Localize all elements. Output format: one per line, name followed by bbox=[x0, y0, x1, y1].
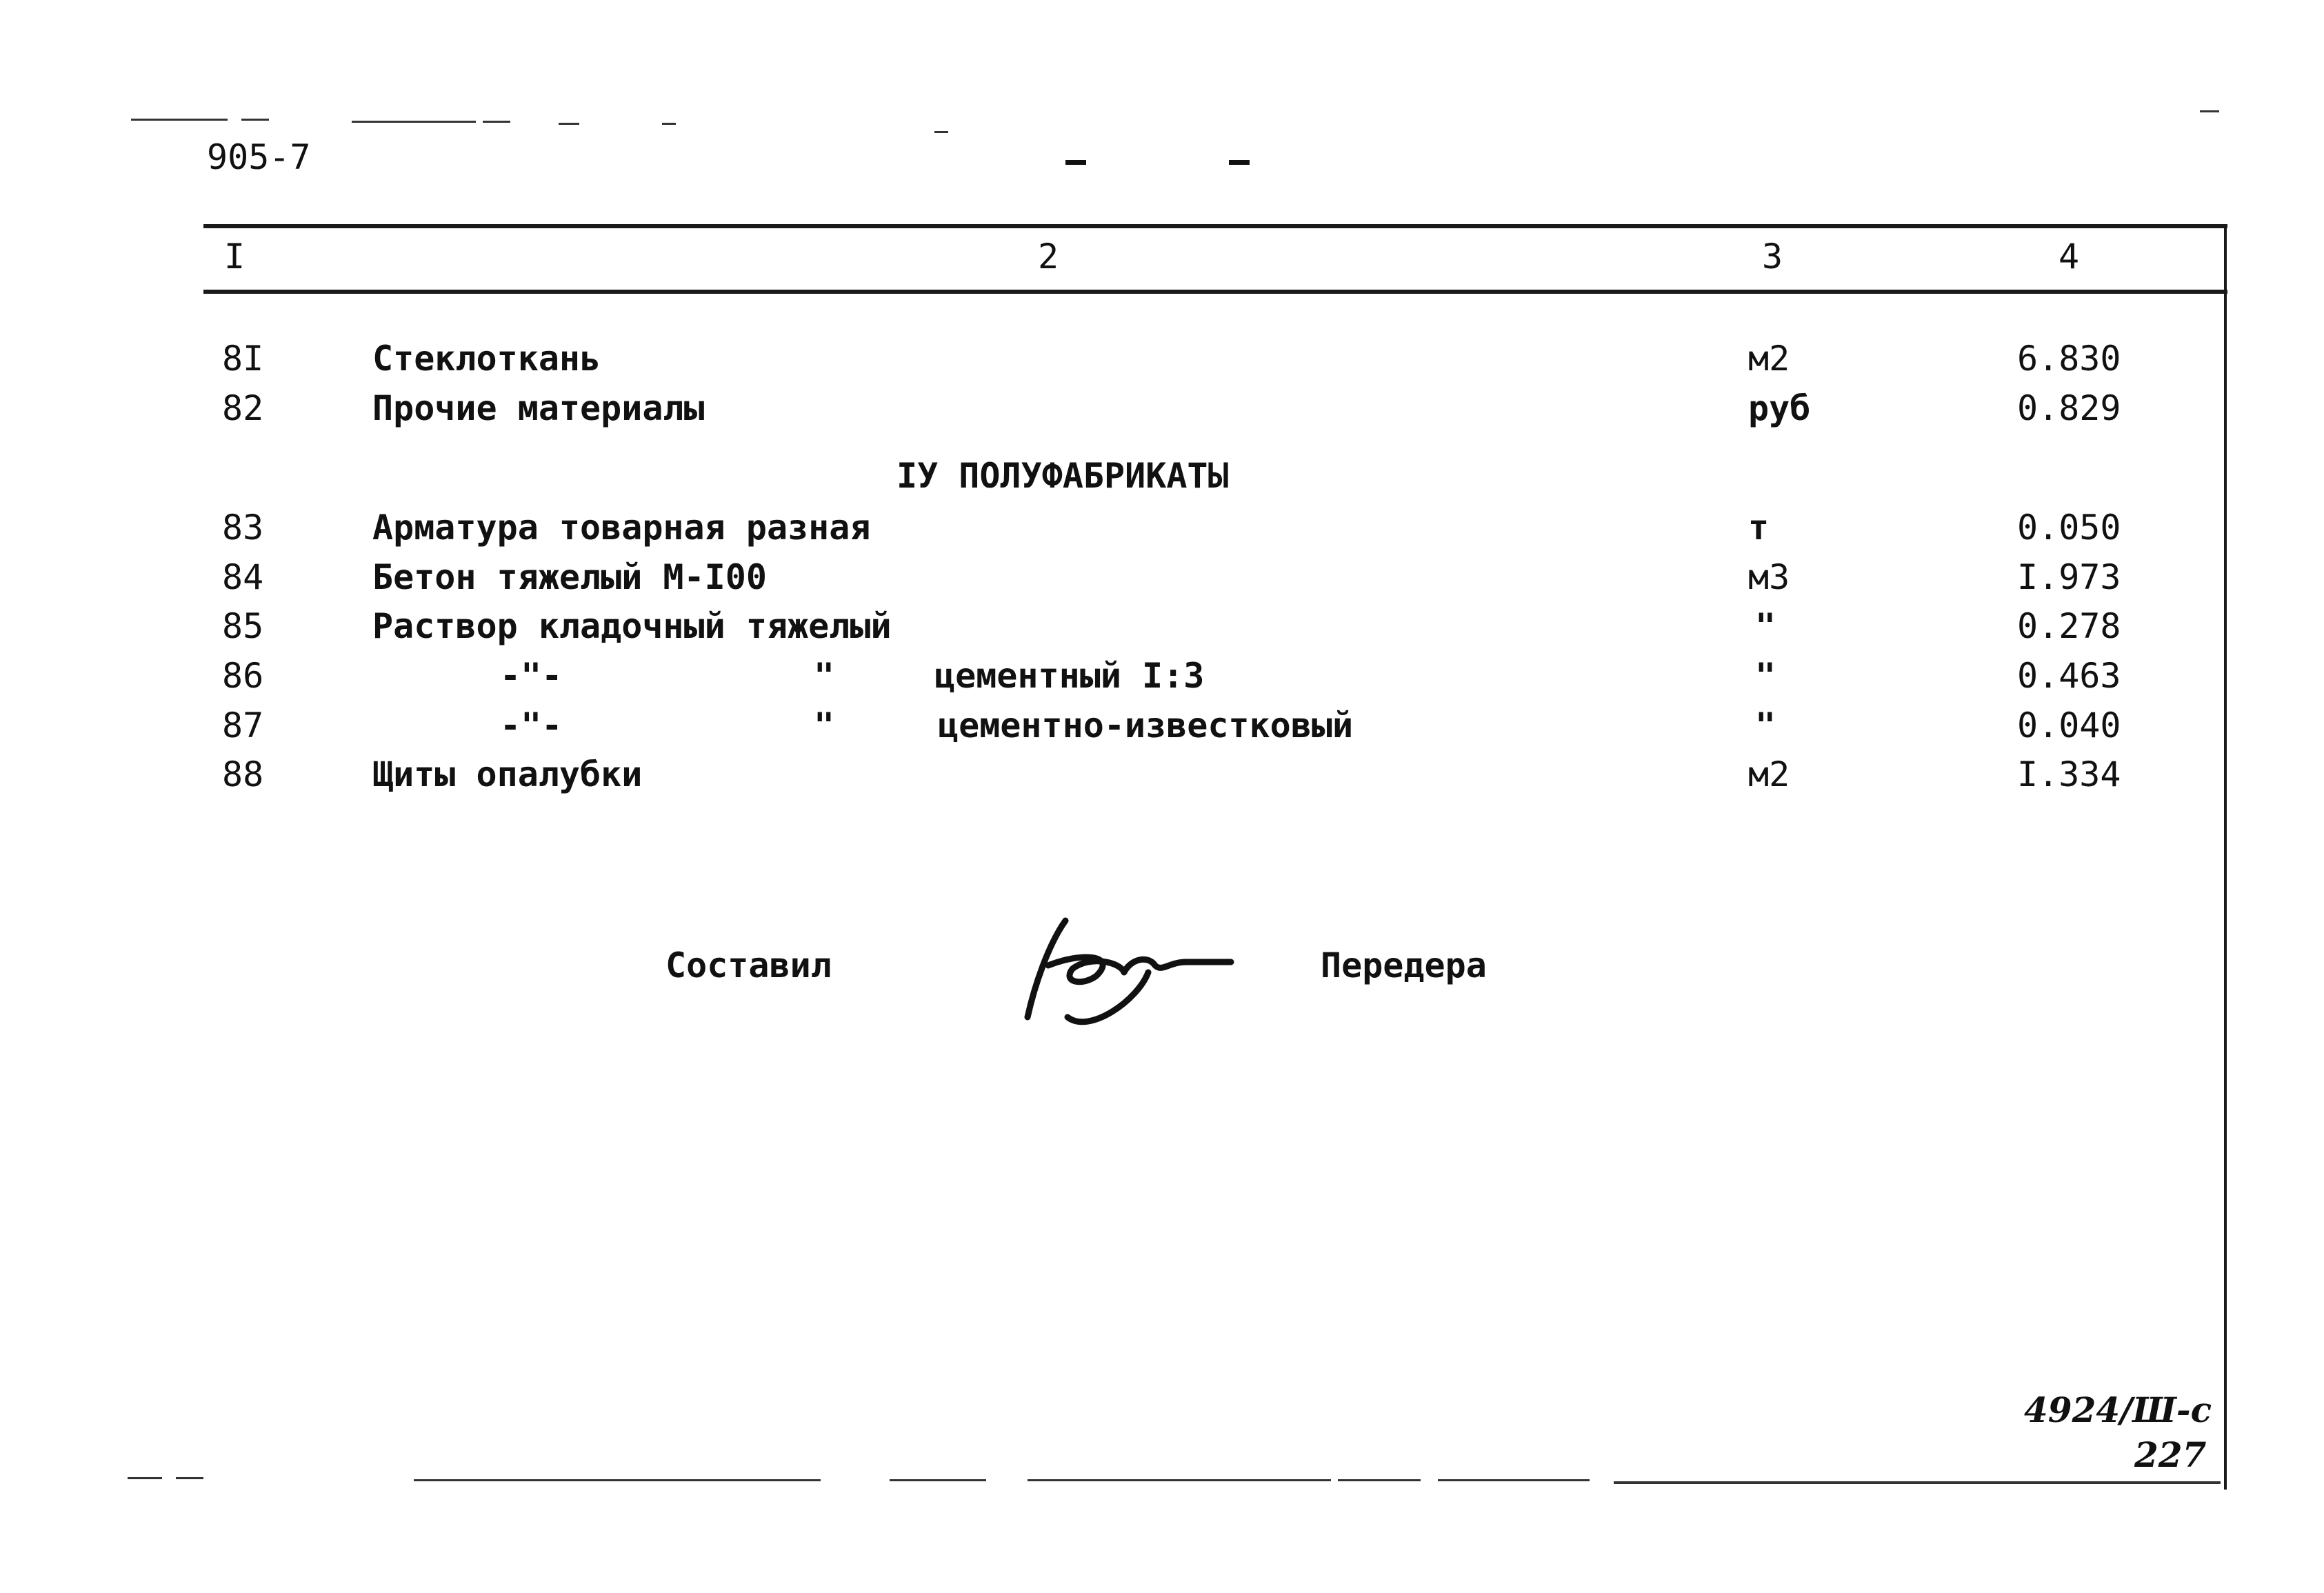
margin-dash bbox=[1065, 160, 1086, 165]
row-material-name: Арматура товарная разная bbox=[372, 508, 871, 548]
row-quantity: 6.830 bbox=[2017, 339, 2121, 379]
table-top-rule bbox=[203, 224, 2227, 228]
margin-dash bbox=[483, 121, 510, 123]
row-number: 8I bbox=[222, 339, 264, 379]
row-number: 82 bbox=[222, 388, 264, 428]
row-quantity: I.334 bbox=[2017, 754, 2121, 794]
row-quantity: 0.278 bbox=[2017, 606, 2121, 646]
row-unit: " bbox=[1755, 705, 1776, 745]
column-header-3: 3 bbox=[1762, 237, 1783, 277]
row-material-name: Стеклоткань bbox=[372, 339, 601, 379]
column-header-1: I bbox=[224, 237, 246, 277]
row-quantity: 0.463 bbox=[2017, 656, 2121, 696]
row-material-name: цементный I:3 bbox=[934, 656, 1205, 696]
column-header-2: 2 bbox=[1038, 237, 1059, 277]
row-number: 87 bbox=[222, 705, 264, 745]
row-material-name: Бетон тяжелый М-I00 bbox=[372, 557, 767, 597]
margin-dash bbox=[414, 1479, 821, 1481]
row-material-name: Раствор кладочный тяжелый bbox=[372, 606, 892, 646]
margin-dash bbox=[352, 121, 476, 123]
row-number: 86 bbox=[222, 656, 264, 696]
margin-dash bbox=[241, 119, 269, 121]
margin-dash bbox=[662, 123, 676, 125]
margin-dash bbox=[1028, 1479, 1331, 1481]
margin-dash bbox=[1614, 1481, 2221, 1484]
row-unit: м3 bbox=[1748, 557, 1790, 597]
row-ditto-mark: " bbox=[814, 705, 835, 745]
row-material-name: Прочие материалы bbox=[372, 388, 705, 428]
row-quantity: 0.050 bbox=[2017, 508, 2121, 548]
row-unit: руб bbox=[1748, 388, 1811, 428]
compiled-by-label: Составил bbox=[665, 945, 832, 985]
row-quantity: I.973 bbox=[2017, 557, 2121, 597]
margin-dash bbox=[1229, 160, 1250, 165]
row-unit: " bbox=[1755, 656, 1776, 696]
margin-dash bbox=[1338, 1479, 1421, 1481]
section-heading: IУ ПОЛУФАБРИКАТЫ bbox=[896, 456, 1229, 496]
page-number: 227 bbox=[2134, 1434, 2207, 1475]
table-right-border bbox=[2224, 224, 2227, 1490]
document-code: 905-7 bbox=[207, 137, 311, 177]
row-unit: м2 bbox=[1748, 339, 1790, 379]
margin-dash bbox=[131, 119, 228, 121]
margin-dash bbox=[128, 1477, 162, 1479]
margin-dash bbox=[890, 1479, 986, 1481]
column-header-4: 4 bbox=[2058, 237, 2080, 277]
row-quantity: 0.040 bbox=[2017, 705, 2121, 745]
row-number: 84 bbox=[222, 557, 264, 597]
row-unit: м2 bbox=[1748, 754, 1790, 794]
row-quantity: 0.829 bbox=[2017, 388, 2121, 428]
margin-dash bbox=[559, 123, 579, 125]
margin-dash bbox=[2200, 110, 2219, 112]
table-header-rule bbox=[203, 290, 2227, 294]
row-ditto-mark: -"- bbox=[500, 705, 563, 745]
row-number: 88 bbox=[222, 754, 264, 794]
archive-number: 4924/Ш-с bbox=[2024, 1390, 2212, 1430]
row-number: 83 bbox=[222, 508, 264, 548]
row-ditto-mark: -"- bbox=[500, 656, 563, 696]
row-unit: " bbox=[1755, 606, 1776, 646]
signature bbox=[986, 896, 1248, 1048]
margin-dash bbox=[176, 1477, 203, 1479]
margin-dash bbox=[1438, 1479, 1590, 1481]
row-material-name: цементно-известковый bbox=[938, 705, 1354, 745]
compiler-name: Передера bbox=[1321, 945, 1487, 985]
row-number: 85 bbox=[222, 606, 264, 646]
row-ditto-mark: " bbox=[814, 656, 835, 696]
row-unit: т bbox=[1748, 508, 1770, 548]
row-material-name: Щиты опалубки bbox=[372, 754, 643, 794]
margin-dash bbox=[934, 131, 948, 133]
